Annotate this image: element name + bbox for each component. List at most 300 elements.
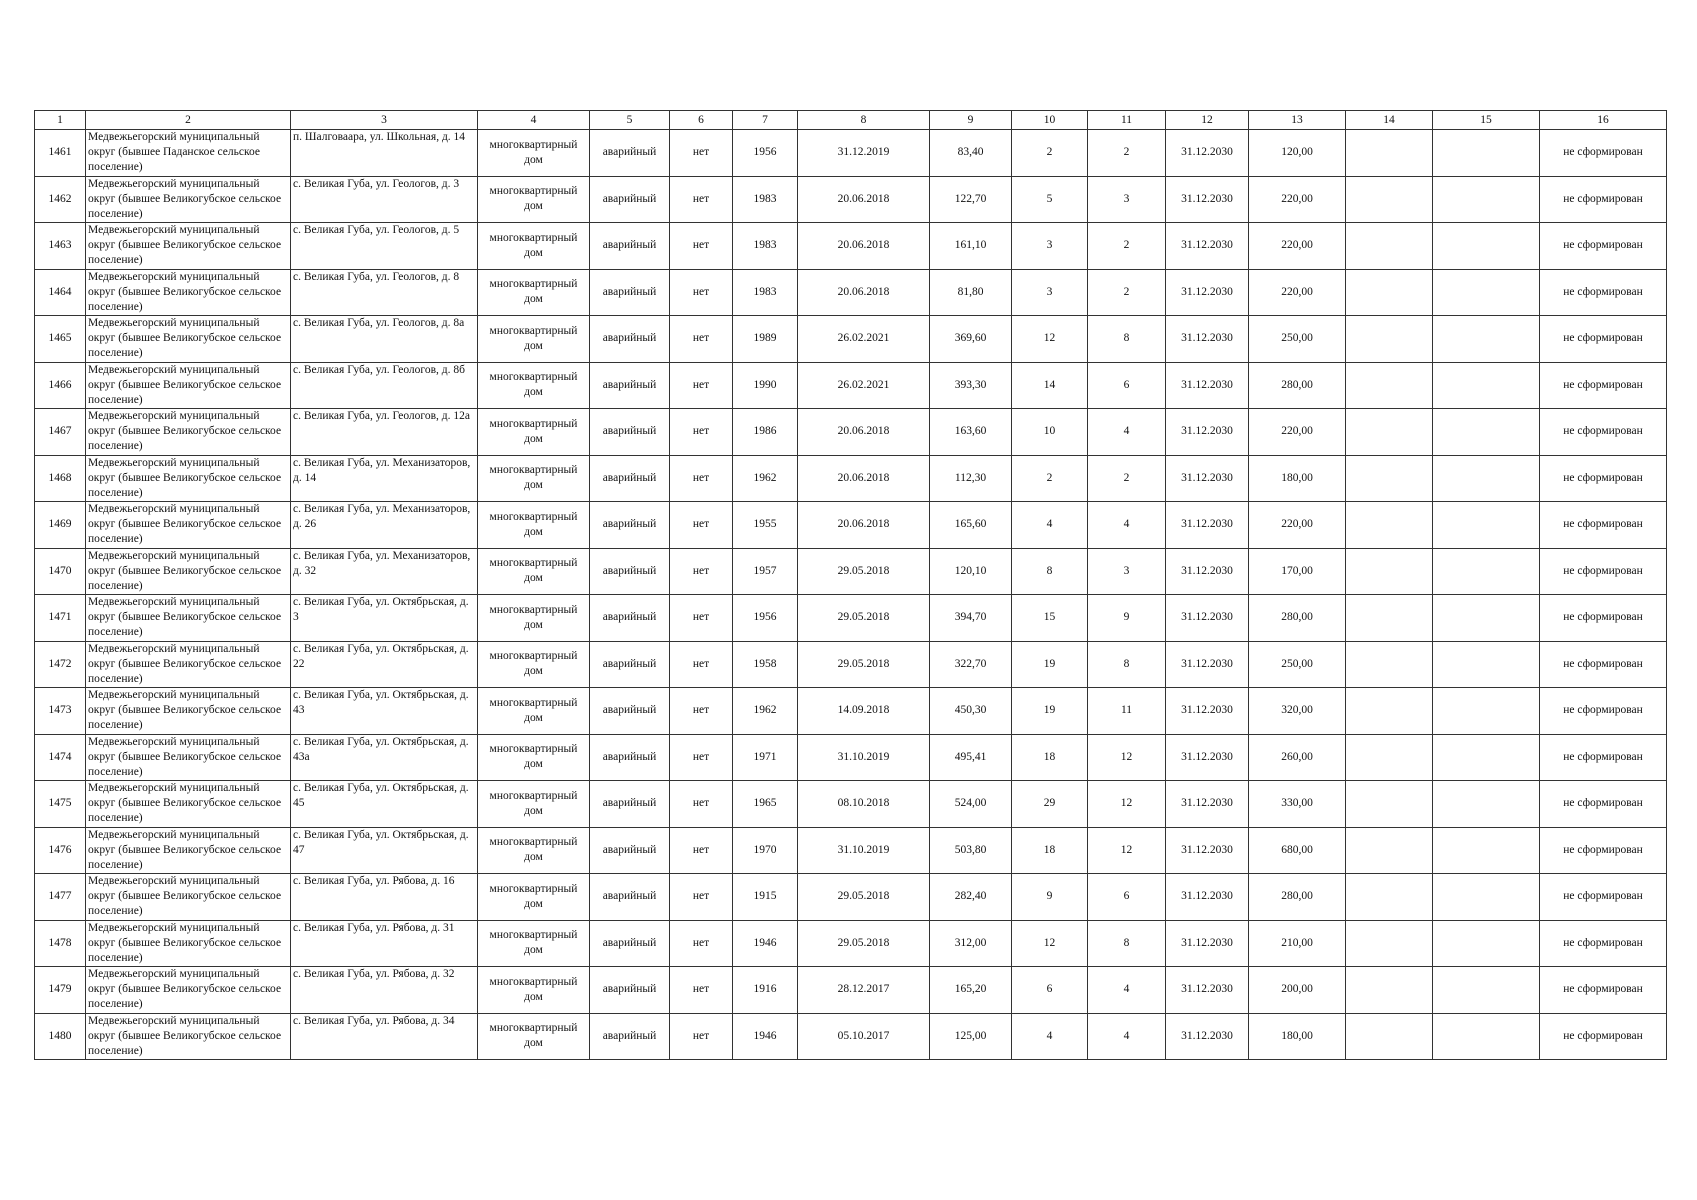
table-row: [35, 734, 1667, 781]
cell-year-built: 1970: [733, 827, 798, 874]
cell-col-14: [1346, 781, 1433, 828]
cell-address: с. Великая Губа, ул. Геологов, д. 12а: [291, 409, 478, 456]
cell-flag: нет: [670, 409, 733, 456]
cell-row-number: 1471: [35, 595, 86, 642]
cell-year-built: 1965: [733, 781, 798, 828]
cell-municipality: Медвежьегорский муниципальный округ (бывшее Великогубское сельское поселение): [86, 176, 291, 223]
cell-municipality: Медвежьегорский муниципальный округ (бывшее Великогубское сельское поселение): [86, 688, 291, 735]
cell-recognition-date: 20.06.2018: [798, 502, 930, 549]
cell-cost: 250,00: [1249, 641, 1346, 688]
cell-status: не сформирован: [1540, 223, 1667, 270]
cell-resettlement-deadline: 31.12.2030: [1166, 641, 1249, 688]
cell-area: 122,70: [930, 176, 1012, 223]
cell-condition: аварийный: [590, 548, 670, 595]
table-row: [35, 781, 1667, 828]
cell-row-number: 1461: [35, 130, 86, 177]
cell-cost: 220,00: [1249, 223, 1346, 270]
column-header-11: 11: [1088, 111, 1166, 130]
cell-residents: 3: [1012, 223, 1088, 270]
column-header-7: 7: [733, 111, 798, 130]
cell-residents: 12: [1012, 316, 1088, 363]
column-number-row: [35, 111, 1667, 130]
cell-recognition-date: 31.10.2019: [798, 827, 930, 874]
cell-address: с. Великая Губа, ул. Механизаторов, д. 14: [291, 455, 478, 502]
table-row: [35, 595, 1667, 642]
column-header-5: 5: [590, 111, 670, 130]
cell-cost: 250,00: [1249, 316, 1346, 363]
cell-flag: нет: [670, 130, 733, 177]
table-row: [35, 688, 1667, 735]
cell-col-15: [1433, 130, 1540, 177]
cell-municipality: Медвежьегорский муниципальный округ (бывшее Великогубское сельское поселение): [86, 781, 291, 828]
cell-resettlement-deadline: 31.12.2030: [1166, 176, 1249, 223]
cell-resettlement-deadline: 31.12.2030: [1166, 548, 1249, 595]
cell-col-14: [1346, 874, 1433, 921]
table-row: [35, 223, 1667, 270]
cell-cost: 170,00: [1249, 548, 1346, 595]
cell-cost: 220,00: [1249, 176, 1346, 223]
cell-apartments: 8: [1088, 316, 1166, 363]
cell-recognition-date: 20.06.2018: [798, 409, 930, 456]
cell-status: не сформирован: [1540, 874, 1667, 921]
cell-building-type: многоквартирный дом: [478, 409, 590, 456]
cell-address: с. Великая Губа, ул. Механизаторов, д. 32: [291, 548, 478, 595]
cell-residents: 9: [1012, 874, 1088, 921]
cell-row-number: 1469: [35, 502, 86, 549]
cell-resettlement-deadline: 31.12.2030: [1166, 223, 1249, 270]
cell-col-15: [1433, 269, 1540, 316]
cell-resettlement-deadline: 31.12.2030: [1166, 502, 1249, 549]
cell-resettlement-deadline: 31.12.2030: [1166, 362, 1249, 409]
cell-residents: 15: [1012, 595, 1088, 642]
cell-flag: нет: [670, 269, 733, 316]
cell-address: с. Великая Губа, ул. Рябова, д. 34: [291, 1013, 478, 1060]
cell-resettlement-deadline: 31.12.2030: [1166, 130, 1249, 177]
cell-year-built: 1986: [733, 409, 798, 456]
cell-col-14: [1346, 130, 1433, 177]
cell-recognition-date: 20.06.2018: [798, 176, 930, 223]
cell-cost: 320,00: [1249, 688, 1346, 735]
cell-apartments: 6: [1088, 362, 1166, 409]
cell-apartments: 3: [1088, 176, 1166, 223]
cell-area: 524,00: [930, 781, 1012, 828]
cell-building-type: многоквартирный дом: [478, 455, 590, 502]
cell-col-14: [1346, 1013, 1433, 1060]
cell-building-type: многоквартирный дом: [478, 734, 590, 781]
cell-address: п. Шалговаара, ул. Школьная, д. 14: [291, 130, 478, 177]
cell-col-14: [1346, 827, 1433, 874]
cell-municipality: Медвежьегорский муниципальный округ (бывшее Великогубское сельское поселение): [86, 874, 291, 921]
cell-status: не сформирован: [1540, 548, 1667, 595]
cell-cost: 200,00: [1249, 967, 1346, 1014]
cell-col-15: [1433, 874, 1540, 921]
cell-municipality: Медвежьегорский муниципальный округ (бывшее Великогубское сельское поселение): [86, 595, 291, 642]
cell-status: не сформирован: [1540, 502, 1667, 549]
cell-cost: 280,00: [1249, 874, 1346, 921]
cell-apartments: 2: [1088, 269, 1166, 316]
cell-area: 369,60: [930, 316, 1012, 363]
cell-address: с. Великая Губа, ул. Октябрьская, д. 22: [291, 641, 478, 688]
cell-area: 322,70: [930, 641, 1012, 688]
cell-apartments: 9: [1088, 595, 1166, 642]
cell-col-15: [1433, 967, 1540, 1014]
cell-apartments: 4: [1088, 1013, 1166, 1060]
cell-building-type: многоквартирный дом: [478, 548, 590, 595]
column-header-12: 12: [1166, 111, 1249, 130]
cell-flag: нет: [670, 734, 733, 781]
cell-municipality: Медвежьегорский муниципальный округ (бывшее Великогубское сельское поселение): [86, 269, 291, 316]
cell-row-number: 1478: [35, 920, 86, 967]
cell-area: 120,10: [930, 548, 1012, 595]
cell-address: с. Великая Губа, ул. Октябрьская, д. 43: [291, 688, 478, 735]
table-row: [35, 269, 1667, 316]
cell-condition: аварийный: [590, 176, 670, 223]
cell-apartments: 11: [1088, 688, 1166, 735]
cell-year-built: 1957: [733, 548, 798, 595]
cell-apartments: 8: [1088, 920, 1166, 967]
cell-condition: аварийный: [590, 269, 670, 316]
cell-resettlement-deadline: 31.12.2030: [1166, 781, 1249, 828]
cell-cost: 180,00: [1249, 1013, 1346, 1060]
cell-flag: нет: [670, 548, 733, 595]
cell-status: не сформирован: [1540, 827, 1667, 874]
column-header-1: 1: [35, 111, 86, 130]
cell-residents: 2: [1012, 130, 1088, 177]
cell-resettlement-deadline: 31.12.2030: [1166, 827, 1249, 874]
cell-condition: аварийный: [590, 874, 670, 921]
cell-year-built: 1971: [733, 734, 798, 781]
cell-residents: 19: [1012, 688, 1088, 735]
cell-municipality: Медвежьегорский муниципальный округ (бывшее Великогубское сельское поселение): [86, 455, 291, 502]
cell-recognition-date: 29.05.2018: [798, 548, 930, 595]
cell-residents: 8: [1012, 548, 1088, 595]
cell-area: 450,30: [930, 688, 1012, 735]
cell-year-built: 1956: [733, 595, 798, 642]
cell-status: не сформирован: [1540, 920, 1667, 967]
cell-residents: 5: [1012, 176, 1088, 223]
table-row: [35, 502, 1667, 549]
cell-col-14: [1346, 316, 1433, 363]
column-header-10: 10: [1012, 111, 1088, 130]
cell-condition: аварийный: [590, 502, 670, 549]
cell-municipality: Медвежьегорский муниципальный округ (бывшее Великогубское сельское поселение): [86, 548, 291, 595]
column-header-13: 13: [1249, 111, 1346, 130]
cell-municipality: Медвежьегорский муниципальный округ (бывшее Великогубское сельское поселение): [86, 920, 291, 967]
cell-address: с. Великая Губа, ул. Рябова, д. 32: [291, 967, 478, 1014]
cell-col-14: [1346, 548, 1433, 595]
cell-cost: 210,00: [1249, 920, 1346, 967]
table-row: [35, 130, 1667, 177]
cell-area: 163,60: [930, 409, 1012, 456]
housing-register-table: [34, 110, 1667, 1060]
cell-year-built: 1955: [733, 502, 798, 549]
cell-flag: нет: [670, 781, 733, 828]
cell-col-14: [1346, 176, 1433, 223]
cell-status: не сформирован: [1540, 1013, 1667, 1060]
cell-address: с. Великая Губа, ул. Геологов, д. 8б: [291, 362, 478, 409]
cell-municipality: Медвежьегорский муниципальный округ (бывшее Великогубское сельское поселение): [86, 362, 291, 409]
cell-col-14: [1346, 967, 1433, 1014]
cell-status: не сформирован: [1540, 269, 1667, 316]
cell-residents: 3: [1012, 269, 1088, 316]
cell-resettlement-deadline: 31.12.2030: [1166, 688, 1249, 735]
cell-condition: аварийный: [590, 734, 670, 781]
cell-year-built: 1983: [733, 269, 798, 316]
cell-flag: нет: [670, 176, 733, 223]
cell-building-type: многоквартирный дом: [478, 130, 590, 177]
cell-apartments: 3: [1088, 548, 1166, 595]
cell-residents: 4: [1012, 1013, 1088, 1060]
cell-flag: нет: [670, 874, 733, 921]
cell-area: 394,70: [930, 595, 1012, 642]
cell-building-type: многоквартирный дом: [478, 595, 590, 642]
cell-apartments: 4: [1088, 967, 1166, 1014]
cell-col-15: [1433, 176, 1540, 223]
cell-year-built: 1962: [733, 688, 798, 735]
cell-cost: 120,00: [1249, 130, 1346, 177]
cell-col-15: [1433, 502, 1540, 549]
cell-recognition-date: 31.10.2019: [798, 734, 930, 781]
cell-condition: аварийный: [590, 595, 670, 642]
cell-col-14: [1346, 269, 1433, 316]
cell-building-type: многоквартирный дом: [478, 1013, 590, 1060]
cell-cost: 220,00: [1249, 269, 1346, 316]
cell-residents: 29: [1012, 781, 1088, 828]
column-header-2: 2: [86, 111, 291, 130]
cell-cost: 280,00: [1249, 595, 1346, 642]
cell-address: с. Великая Губа, ул. Рябова, д. 31: [291, 920, 478, 967]
cell-col-14: [1346, 409, 1433, 456]
cell-area: 165,20: [930, 967, 1012, 1014]
cell-apartments: 2: [1088, 455, 1166, 502]
cell-building-type: многоквартирный дом: [478, 176, 590, 223]
cell-col-15: [1433, 688, 1540, 735]
cell-resettlement-deadline: 31.12.2030: [1166, 874, 1249, 921]
cell-recognition-date: 29.05.2018: [798, 641, 930, 688]
cell-building-type: многоквартирный дом: [478, 874, 590, 921]
cell-municipality: Медвежьегорский муниципальный округ (бывшее Великогубское сельское поселение): [86, 967, 291, 1014]
cell-cost: 280,00: [1249, 362, 1346, 409]
cell-condition: аварийный: [590, 409, 670, 456]
column-header-6: 6: [670, 111, 733, 130]
cell-municipality: Медвежьегорский муниципальный округ (бывшее Великогубское сельское поселение): [86, 1013, 291, 1060]
column-header-3: 3: [291, 111, 478, 130]
cell-year-built: 1946: [733, 920, 798, 967]
table-row: [35, 455, 1667, 502]
cell-row-number: 1476: [35, 827, 86, 874]
cell-row-number: 1477: [35, 874, 86, 921]
cell-building-type: многоквартирный дом: [478, 688, 590, 735]
cell-row-number: 1466: [35, 362, 86, 409]
cell-col-15: [1433, 781, 1540, 828]
cell-condition: аварийный: [590, 130, 670, 177]
cell-row-number: 1473: [35, 688, 86, 735]
cell-address: с. Великая Губа, ул. Октябрьская, д. 45: [291, 781, 478, 828]
table-row: [35, 316, 1667, 363]
table-row: [35, 920, 1667, 967]
cell-flag: нет: [670, 827, 733, 874]
cell-flag: нет: [670, 641, 733, 688]
cell-area: 112,30: [930, 455, 1012, 502]
cell-recognition-date: 05.10.2017: [798, 1013, 930, 1060]
cell-recognition-date: 08.10.2018: [798, 781, 930, 828]
cell-year-built: 1956: [733, 130, 798, 177]
cell-row-number: 1465: [35, 316, 86, 363]
cell-col-15: [1433, 548, 1540, 595]
cell-year-built: 1946: [733, 1013, 798, 1060]
cell-flag: нет: [670, 688, 733, 735]
cell-municipality: Медвежьегорский муниципальный округ (бывшее Великогубское сельское поселение): [86, 223, 291, 270]
cell-status: не сформирован: [1540, 362, 1667, 409]
cell-area: 312,00: [930, 920, 1012, 967]
cell-apartments: 8: [1088, 641, 1166, 688]
cell-cost: 330,00: [1249, 781, 1346, 828]
cell-col-14: [1346, 688, 1433, 735]
cell-resettlement-deadline: 31.12.2030: [1166, 920, 1249, 967]
cell-resettlement-deadline: 31.12.2030: [1166, 967, 1249, 1014]
table-row: [35, 641, 1667, 688]
cell-col-14: [1346, 595, 1433, 642]
table-row: [35, 409, 1667, 456]
cell-col-14: [1346, 734, 1433, 781]
cell-condition: аварийный: [590, 223, 670, 270]
cell-status: не сформирован: [1540, 734, 1667, 781]
cell-col-14: [1346, 362, 1433, 409]
cell-flag: нет: [670, 595, 733, 642]
cell-col-15: [1433, 595, 1540, 642]
cell-condition: аварийный: [590, 967, 670, 1014]
cell-status: не сформирован: [1540, 641, 1667, 688]
cell-row-number: 1475: [35, 781, 86, 828]
cell-condition: аварийный: [590, 362, 670, 409]
cell-apartments: 4: [1088, 409, 1166, 456]
cell-building-type: многоквартирный дом: [478, 362, 590, 409]
cell-flag: нет: [670, 316, 733, 363]
cell-building-type: многоквартирный дом: [478, 269, 590, 316]
column-header-15: 15: [1433, 111, 1540, 130]
cell-col-15: [1433, 734, 1540, 781]
cell-area: 393,30: [930, 362, 1012, 409]
cell-recognition-date: 28.12.2017: [798, 967, 930, 1014]
cell-condition: аварийный: [590, 827, 670, 874]
cell-building-type: многоквартирный дом: [478, 223, 590, 270]
cell-apartments: 12: [1088, 781, 1166, 828]
cell-flag: нет: [670, 920, 733, 967]
cell-recognition-date: 29.05.2018: [798, 920, 930, 967]
cell-residents: 2: [1012, 455, 1088, 502]
cell-year-built: 1958: [733, 641, 798, 688]
cell-address: с. Великая Губа, ул. Октябрьская, д. 43а: [291, 734, 478, 781]
cell-condition: аварийный: [590, 641, 670, 688]
cell-recognition-date: 20.06.2018: [798, 269, 930, 316]
cell-apartments: 12: [1088, 827, 1166, 874]
cell-status: не сформирован: [1540, 455, 1667, 502]
cell-address: с. Великая Губа, ул. Геологов, д. 8а: [291, 316, 478, 363]
column-header-9: 9: [930, 111, 1012, 130]
cell-residents: 4: [1012, 502, 1088, 549]
cell-residents: 18: [1012, 734, 1088, 781]
cell-col-15: [1433, 1013, 1540, 1060]
cell-row-number: 1462: [35, 176, 86, 223]
cell-col-15: [1433, 641, 1540, 688]
column-header-8: 8: [798, 111, 930, 130]
cell-residents: 14: [1012, 362, 1088, 409]
table-row: [35, 362, 1667, 409]
cell-status: не сформирован: [1540, 595, 1667, 642]
cell-building-type: многоквартирный дом: [478, 920, 590, 967]
cell-flag: нет: [670, 967, 733, 1014]
cell-resettlement-deadline: 31.12.2030: [1166, 455, 1249, 502]
cell-cost: 180,00: [1249, 455, 1346, 502]
cell-status: не сформирован: [1540, 781, 1667, 828]
table-row: [35, 548, 1667, 595]
cell-municipality: Медвежьегорский муниципальный округ (бывшее Паданское сельское поселение): [86, 130, 291, 177]
cell-recognition-date: 14.09.2018: [798, 688, 930, 735]
cell-status: не сформирован: [1540, 967, 1667, 1014]
cell-cost: 220,00: [1249, 409, 1346, 456]
cell-col-14: [1346, 502, 1433, 549]
cell-residents: 10: [1012, 409, 1088, 456]
cell-col-15: [1433, 223, 1540, 270]
cell-address: с. Великая Губа, ул. Октябрьская, д. 3: [291, 595, 478, 642]
cell-residents: 6: [1012, 967, 1088, 1014]
cell-col-15: [1433, 920, 1540, 967]
cell-year-built: 1915: [733, 874, 798, 921]
cell-flag: нет: [670, 1013, 733, 1060]
cell-row-number: 1463: [35, 223, 86, 270]
cell-recognition-date: 26.02.2021: [798, 362, 930, 409]
cell-flag: нет: [670, 362, 733, 409]
cell-area: 161,10: [930, 223, 1012, 270]
cell-recognition-date: 26.02.2021: [798, 316, 930, 363]
cell-row-number: 1474: [35, 734, 86, 781]
cell-resettlement-deadline: 31.12.2030: [1166, 269, 1249, 316]
cell-condition: аварийный: [590, 920, 670, 967]
cell-col-15: [1433, 316, 1540, 363]
cell-resettlement-deadline: 31.12.2030: [1166, 734, 1249, 781]
table-row: [35, 827, 1667, 874]
cell-address: с. Великая Губа, ул. Геологов, д. 8: [291, 269, 478, 316]
cell-resettlement-deadline: 31.12.2030: [1166, 595, 1249, 642]
cell-status: не сформирован: [1540, 688, 1667, 735]
cell-recognition-date: 20.06.2018: [798, 455, 930, 502]
cell-building-type: многоквартирный дом: [478, 641, 590, 688]
cell-col-14: [1346, 920, 1433, 967]
cell-address: с. Великая Губа, ул. Механизаторов, д. 26: [291, 502, 478, 549]
cell-row-number: 1467: [35, 409, 86, 456]
cell-area: 81,80: [930, 269, 1012, 316]
cell-col-14: [1346, 641, 1433, 688]
cell-col-15: [1433, 362, 1540, 409]
cell-cost: 680,00: [1249, 827, 1346, 874]
cell-condition: аварийный: [590, 781, 670, 828]
column-header-16: 16: [1540, 111, 1667, 130]
cell-row-number: 1480: [35, 1013, 86, 1060]
table-row: [35, 874, 1667, 921]
cell-apartments: 12: [1088, 734, 1166, 781]
cell-resettlement-deadline: 31.12.2030: [1166, 316, 1249, 363]
cell-row-number: 1468: [35, 455, 86, 502]
cell-residents: 12: [1012, 920, 1088, 967]
cell-building-type: многоквартирный дом: [478, 827, 590, 874]
table-body: [35, 130, 1667, 1060]
cell-address: с. Великая Губа, ул. Октябрьская, д. 47: [291, 827, 478, 874]
cell-col-14: [1346, 455, 1433, 502]
cell-condition: аварийный: [590, 688, 670, 735]
cell-year-built: 1989: [733, 316, 798, 363]
cell-resettlement-deadline: 31.12.2030: [1166, 1013, 1249, 1060]
cell-building-type: многоквартирный дом: [478, 781, 590, 828]
